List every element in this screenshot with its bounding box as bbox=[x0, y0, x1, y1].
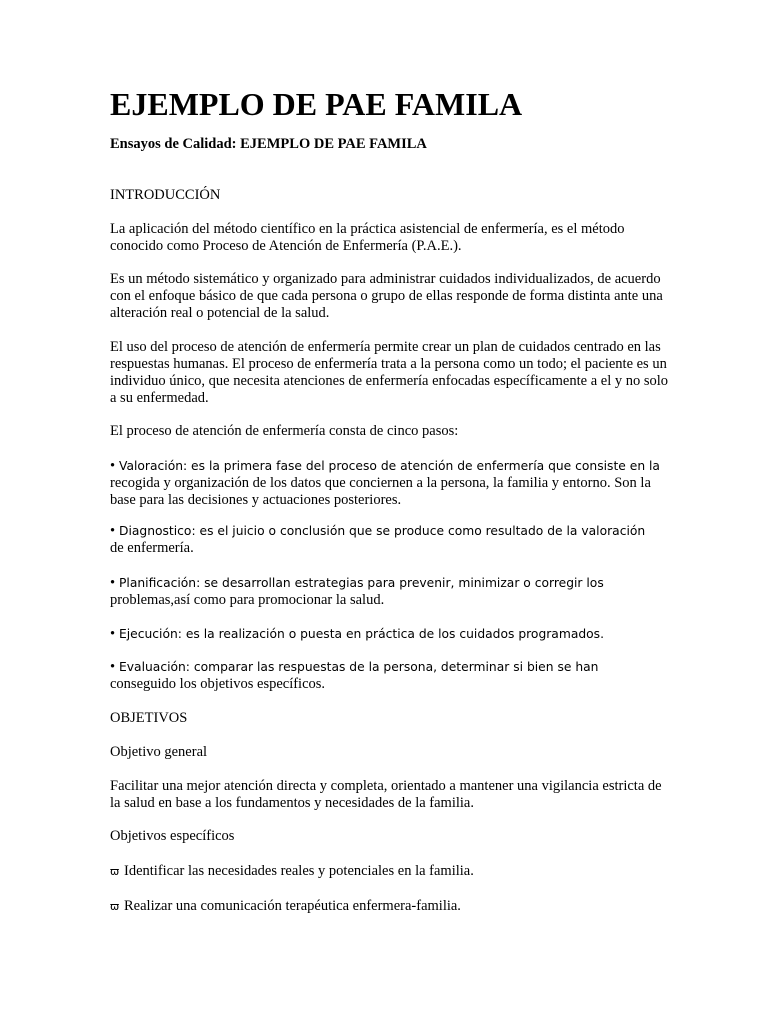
step-lead: Evaluación: comparar las respuestas de la persona, determinar si bien se han bbox=[115, 660, 599, 674]
bullet: • bbox=[110, 458, 116, 474]
step-lead: Valoración: es la primera fase del proceso de atención de enfermería que consiste en la bbox=[115, 459, 660, 473]
intro-paragraph-2: Es un método sistemático y organizado para administrar cuidados individualizados, de acuerdo con el enfoque básico de que cada persona o grupo de ellas responde de forma distinta ante una alteración real o potencial de la salud. bbox=[110, 271, 663, 321]
specific-objective-item bbox=[110, 863, 670, 880]
step-rest: de enfermería. bbox=[110, 540, 194, 556]
intro-paragraph-3: El uso del proceso de atención de enfermería permite crear un plan de cuidados centrado en las respuestas humanas. El proceso de enfermería trata a la persona como un todo; el paciente es un individuo único, que necesita atenciones de enfermería enfocadas específicamente a el y no solo a su enfermedad. bbox=[110, 339, 669, 406]
document-title: EJEMPLO DE PAE FAMILA bbox=[110, 86, 523, 122]
specific-objective-text: Realizar una comunicación terapéutica enfermera-familia. bbox=[124, 898, 461, 914]
omega-bullet-icon: ϖ bbox=[110, 865, 120, 878]
omega-bullet-icon: ϖ bbox=[110, 900, 120, 913]
bullet: • bbox=[110, 575, 116, 591]
bullet: • bbox=[110, 626, 116, 642]
document-subtitle: Ensayos de Calidad: EJEMPLO DE PAE FAMILA bbox=[110, 136, 427, 152]
step-item-ejecucion bbox=[110, 626, 670, 643]
bullet: • bbox=[110, 659, 116, 675]
general-objective-text: Facilitar una mejor atención directa y completa, orientado a mantener una vigilancia estricta de la salud en base a los fundamentos y necesidades de la familia. bbox=[110, 778, 662, 811]
specific-objectives-heading: Objetivos específicos bbox=[110, 828, 235, 844]
intro-heading: INTRODUCCIÓN bbox=[110, 187, 221, 203]
step-rest: problemas,así como para promocionar la salud. bbox=[110, 592, 385, 608]
step-item-diagnostico bbox=[110, 523, 670, 557]
step-rest: conseguido los objetivos específicos. bbox=[110, 676, 326, 692]
intro-paragraph-1: La aplicación del método científico en la práctica asistencial de enfermería, es el método conocido como Proceso de Atención de Enfermería (P.A.E.). bbox=[110, 221, 625, 254]
specific-objective-item bbox=[110, 898, 670, 915]
step-lead: Planificación: se desarrollan estrategias para prevenir, minimizar o corregir los bbox=[115, 576, 604, 590]
step-lead: Ejecución: es la realización o puesta en práctica de los cuidados programados. bbox=[115, 627, 604, 641]
step-item-planificacion bbox=[110, 575, 670, 609]
step-lead: Diagnostico: es el juicio o conclusión que se produce como resultado de la valoración bbox=[115, 524, 646, 538]
bullet: • bbox=[110, 523, 116, 539]
specific-objective-text: Identificar las necesidades reales y potenciales en la familia. bbox=[124, 863, 474, 879]
general-objective-heading: Objetivo general bbox=[110, 744, 208, 760]
objectives-heading: OBJETIVOS bbox=[110, 710, 188, 726]
step-item-valoracion bbox=[110, 458, 670, 509]
step-item-evaluacion bbox=[110, 659, 670, 693]
step-rest: recogida y organización de los datos que conciernen a la persona, la familia y entorno. Son la base para las decisiones y actuaciones posteriores. bbox=[110, 475, 651, 508]
intro-paragraph-4: El proceso de atención de enfermería consta de cinco pasos: bbox=[110, 423, 459, 439]
